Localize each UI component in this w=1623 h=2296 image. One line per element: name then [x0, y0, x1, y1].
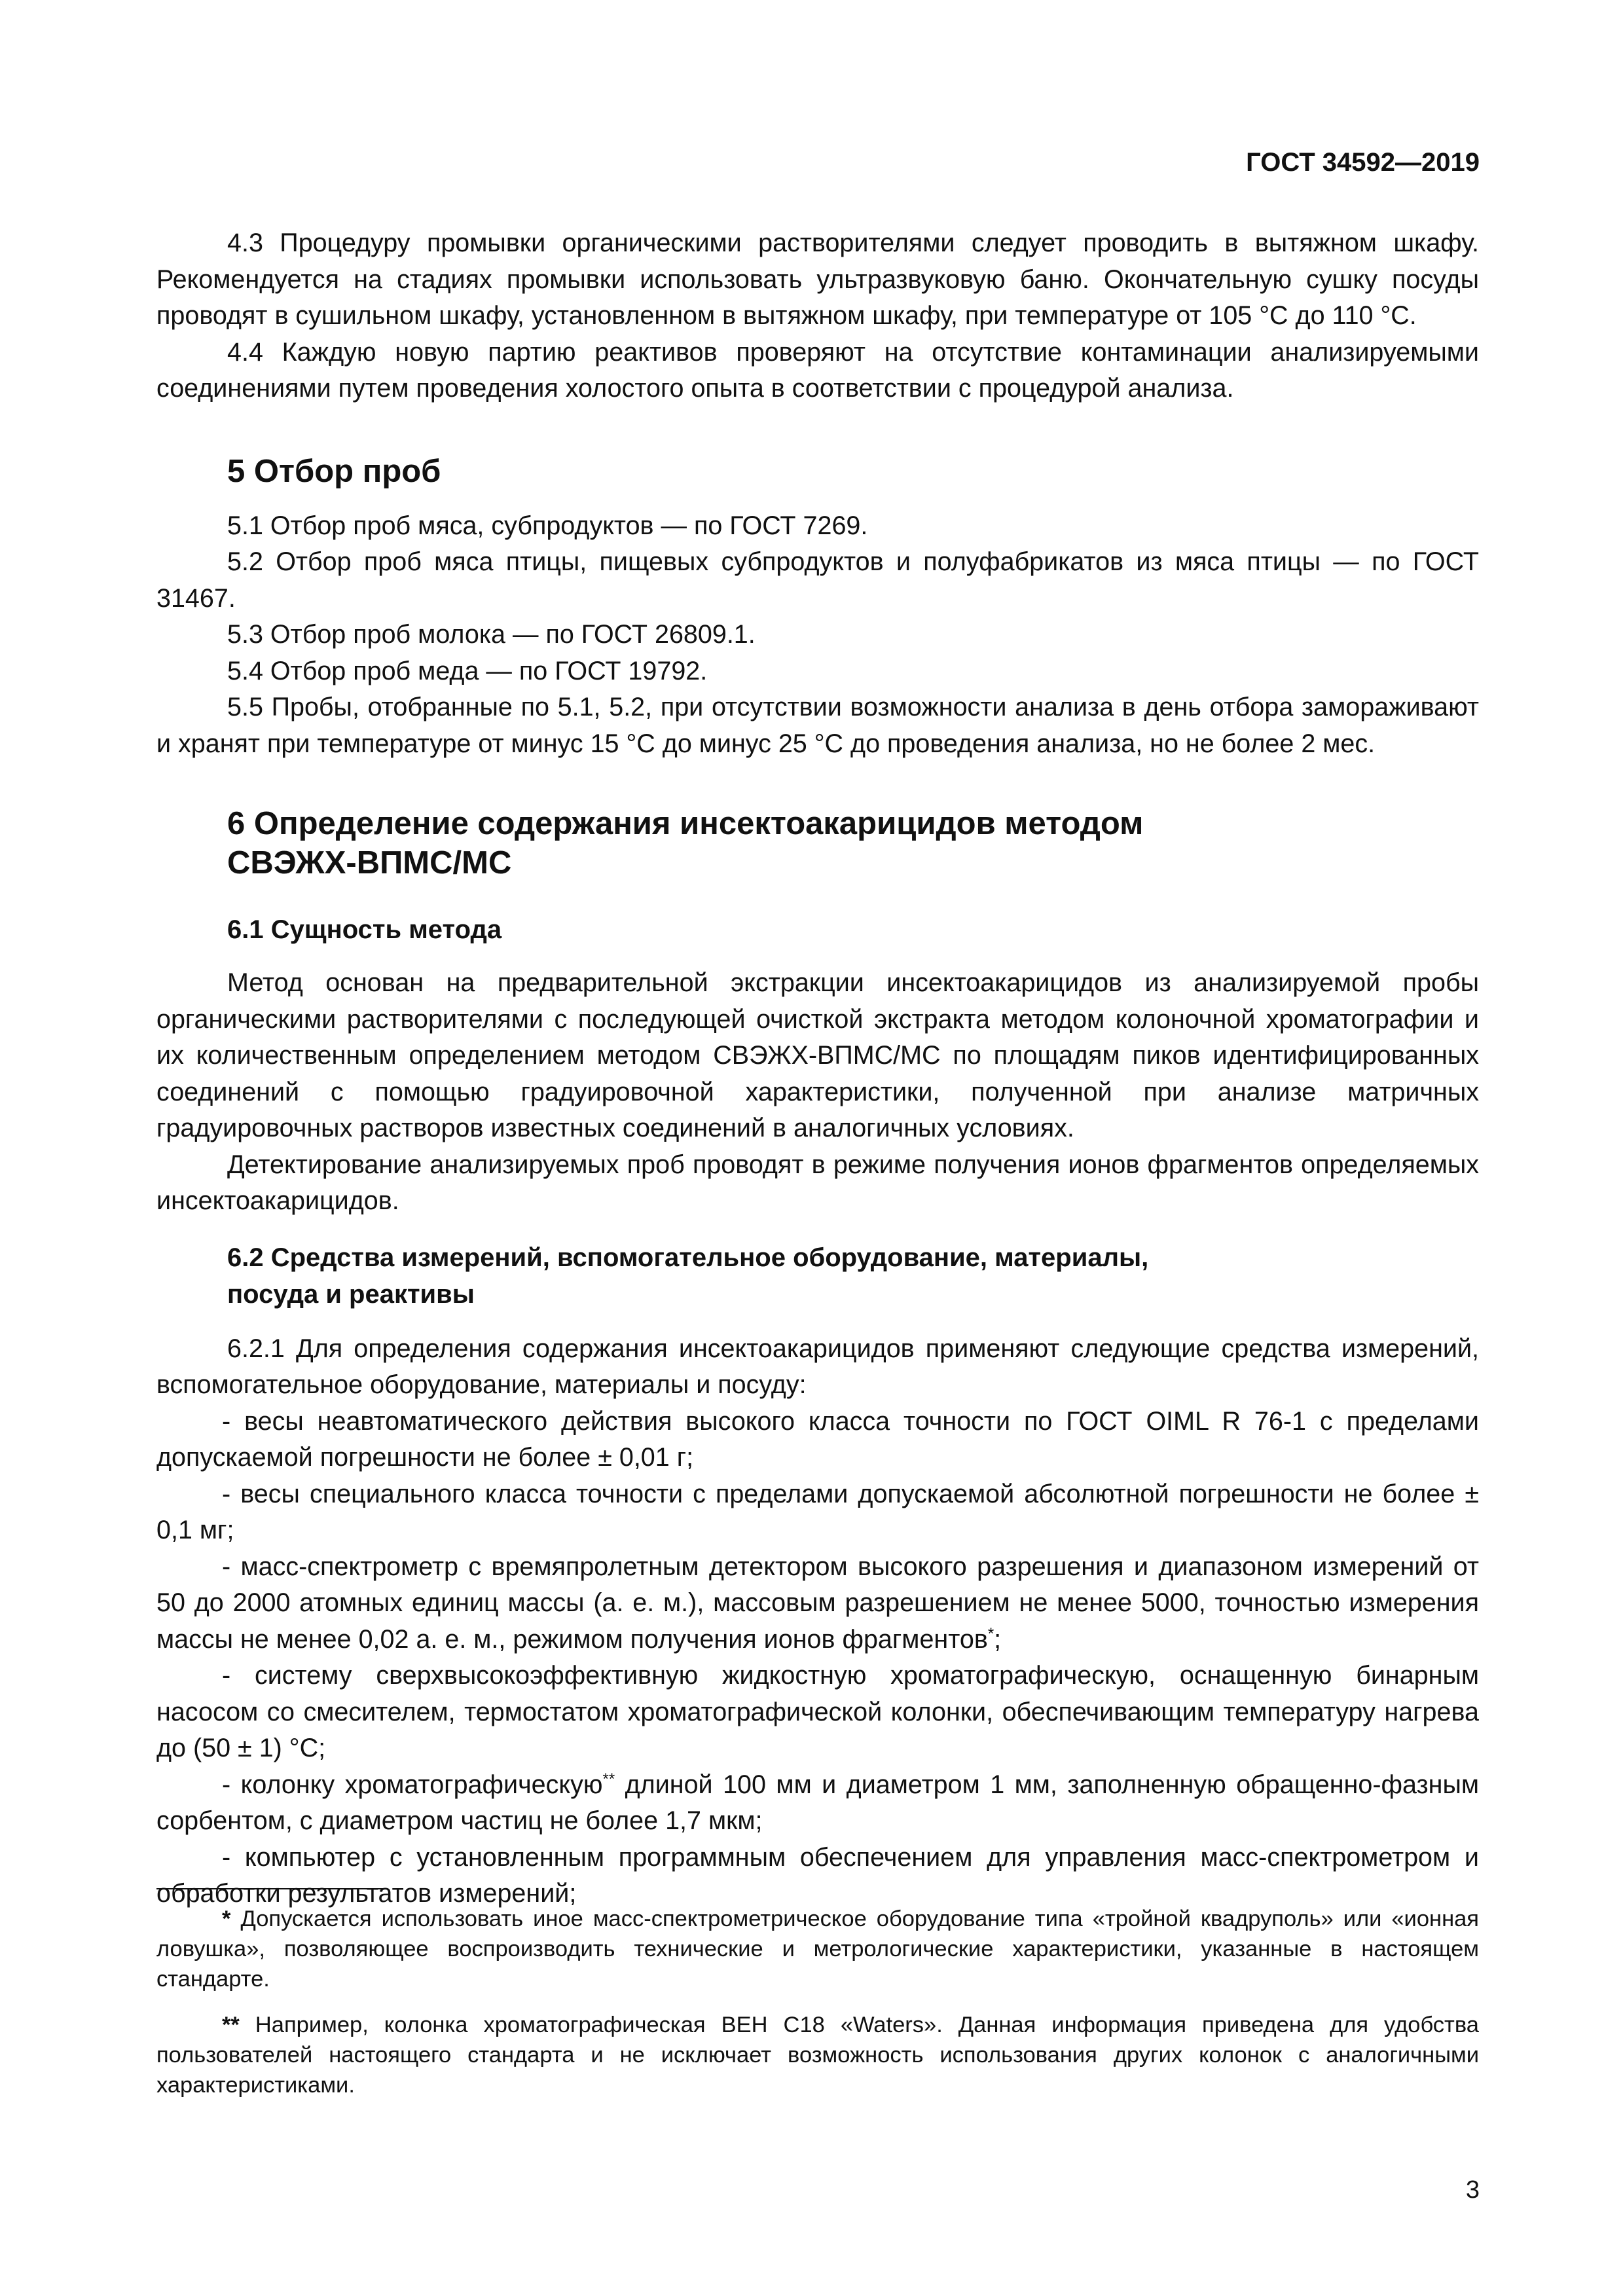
- paragraph-4-3: 4.3 Процедуру промывки органическими растворителями следует проводить в вытяжном шкафу. Рекомендуется на стадиях промывки использовать ультразвуковую баню. Окончательную сушку посуды проводят в сушильном шкафу, установленном в вытяжном шкафу, при температуре от 105 °С до 110 °С.: [156, 228, 1479, 330]
- paragraph-6-1-method: Метод основан на предварительной экстракции инсектоакарицидов из анализируемой пробы органическими растворителями с последующей очисткой экстракта методом колоночной хроматографии и их количественным определением методом СВЭЖХ-ВПМС/МС по площадям пиков идентифицированных соединений с помощью градуировочной характеристики, полученной при анализе матричных градуировочных растворов известных соединений в аналогичных условиях.: [156, 968, 1479, 1142]
- paragraph-5-5: 5.5 Пробы, отобранные по 5.1, 5.2, при отсутствии возможности анализа в день отбора замораживают и хранят при температуре от минус 15 °С до минус 25 °С до проведения анализа, но не более 2 мес.: [156, 693, 1479, 758]
- list-item-mass-spectrometer-text: - масс-спектрометр с времяпролетным детектором высокого разрешения и диапазоном измерений от 50 до 2000 атомных единиц массы (а. е. м.), массовым разрешением не менее 5000, точностью измерения массы не менее 0,02 а. е. м., режимом получения ионов фрагментов: [156, 1552, 1479, 1654]
- footnote-1-text: Допускается использовать иное масс-спектрометрическое оборудование типа «тройной квадруполь» или «ионная ловушка», позволяющее воспроизводить технические и метрологические характеристики, указанные в настоящем стандарте.: [156, 1906, 1479, 1992]
- paragraph-5-3: 5.3 Отбор проб молока — по ГОСТ 26809.1.: [227, 620, 756, 649]
- footnote-ref-2: **: [602, 1770, 615, 1788]
- footnotes: [156, 1904, 1479, 2100]
- list-item-column-text: - колонку хроматографическую: [222, 1770, 603, 1799]
- list-item-mass-spectrometer: [156, 1549, 1479, 1658]
- section-6-title: [156, 804, 1479, 883]
- list-item-chromatograph-system: - систему сверхвысокоэффективную жидкостную хроматографическую, оснащенную бинарным насосом со смесителем, термостатом хроматографической колонки, обеспечивающим температуру нагрева до (50 ± 1) °С;: [156, 1661, 1479, 1762]
- paragraph-6-2-1: 6.2.1 Для определения содержания инсектоакарицидов применяют следующие средства измерений, вспомогательное оборудование, материалы и посуду:: [156, 1334, 1479, 1399]
- list-item-column: [156, 1767, 1479, 1840]
- list-item-scales-special: - весы специального класса точности с пределами допускаемой абсолютной погрешности не более ± 0,1 мг;: [156, 1479, 1479, 1544]
- footnote-2-text: Например, колонка хроматографическая ВЕН С18 «Waters». Данная информация приведена для удобства пользователей настоящего стандарта и не исключает возможность использования других колонок с аналогичными характеристиками.: [156, 2013, 1479, 2098]
- section-6-title-line2: СВЭЖХ-ВПМС/МС: [227, 845, 512, 881]
- subsection-6-2-title-line1: 6.2 Средства измерений, вспомогательное оборудование, материалы,: [227, 1243, 1149, 1272]
- paragraph-4-4: 4.4 Каждую новую партию реактивов проверяют на отсутствие контаминации анализируемыми соединениями путем проведения холостого опыта в соответствии с процедурой анализа.: [156, 337, 1479, 403]
- list-item-computer: - компьютер с установленным программным обеспечением для управления масс-спектрометром и обработки результатов измерений;: [156, 1842, 1479, 1908]
- section-5-title: 5 Отбор проб: [227, 453, 441, 489]
- paragraph-5-2: 5.2 Отбор проб мяса птицы, пищевых субпродуктов и полуфабрикатов из мяса птицы — по ГОСТ 31467.: [156, 547, 1479, 613]
- paragraph-5-4: 5.4 Отбор проб меда — по ГОСТ 19792.: [227, 656, 708, 685]
- paragraph-5-1: 5.1 Отбор проб мяса, субпродуктов — по ГОСТ 7269.: [227, 511, 868, 540]
- list-item-mass-spectrometer-tail: ;: [994, 1624, 1002, 1654]
- footnote-ref-1: *: [987, 1624, 994, 1643]
- list-item-column-tail: длиной 100 мм и диаметром 1 мм, заполненную обращенно-фазным сорбентом, с диаметром частиц не более 1,7 мкм;: [156, 1770, 1479, 1835]
- section-6-title-line1: 6 Определение содержания инсектоакарицидов методом: [227, 806, 1144, 841]
- paragraph-6-1-detection: Детектирование анализируемых проб проводят в режиме получения ионов фрагментов определяемых инсектоакарицидов.: [156, 1150, 1479, 1215]
- subsection-6-1-title: 6.1 Сущность метода: [227, 915, 502, 944]
- subsection-6-2-title: [156, 1239, 1479, 1313]
- standard-designation: ГОСТ 34592—2019: [1246, 148, 1480, 177]
- subsection-6-2-title-line2: посуда и реактивы: [227, 1279, 475, 1309]
- list-item-scales-high: - весы неавтоматического действия высокого класса точности по ГОСТ OIML R 76-1 с пределами допускаемой погрешности не более ± 0,01 г;: [156, 1406, 1479, 1472]
- page-body: [156, 225, 1479, 1912]
- footnote-divider: [156, 1888, 386, 1889]
- footnote-2-mark: **: [222, 2013, 240, 2037]
- footnote-1: [156, 1904, 1479, 1994]
- page-number: 3: [1465, 2176, 1480, 2204]
- footnote-2: [156, 2010, 1479, 2100]
- footnote-1-mark: *: [222, 1906, 231, 1931]
